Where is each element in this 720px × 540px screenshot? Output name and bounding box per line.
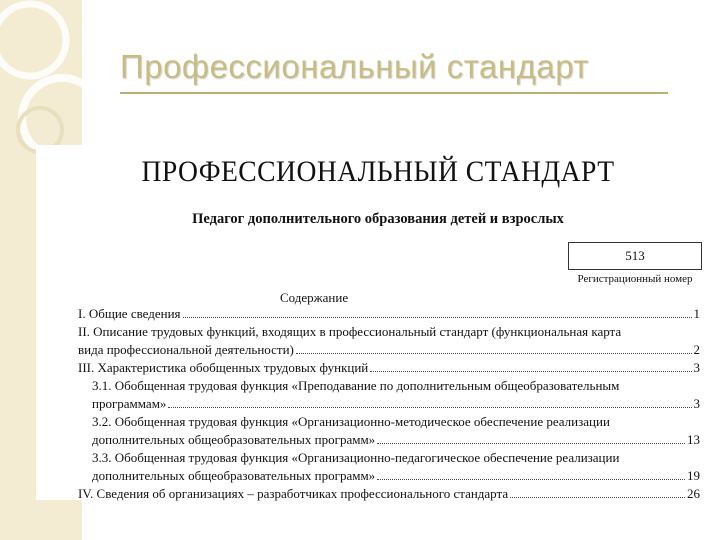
toc-item-page: 1 (693, 306, 700, 321)
toc-leader (168, 406, 691, 408)
toc-item (92, 467, 700, 485)
toc-item-text: 3.1. Обобщенная трудовая функция «Преподавание по дополнительным общеобразовательным (92, 378, 620, 393)
registration-number-box (568, 242, 702, 270)
toc-item-text: 3.3. Обобщенная трудовая функция «Организационно-педагогическое обеспечение реализации (92, 450, 620, 465)
registration-number: 513 (625, 248, 645, 263)
toc-item-text: программам» (92, 396, 167, 411)
toc-item-text: дополнительных общеобразовательных программ» (92, 468, 376, 483)
registration-caption: Регистрационный номер (577, 273, 693, 285)
toc-item-page: 3 (693, 360, 700, 375)
toc-leader (377, 478, 685, 480)
toc-heading: Содержание (280, 290, 349, 305)
toc-item-text: I. Общие сведения (78, 306, 181, 321)
toc-item-page: 2 (693, 342, 700, 357)
toc-leader (377, 442, 685, 444)
toc-item (92, 431, 700, 449)
toc-item-text: III. Характеристика обобщенных трудовых функций (78, 360, 369, 375)
toc-item (92, 449, 700, 467)
toc-item-text: дополнительных общеобразовательных программ» (92, 432, 376, 447)
document-scan (36, 145, 720, 500)
toc-item (78, 485, 700, 503)
title-underline (120, 92, 668, 94)
toc-item-text: IV. Сведения об организациях – разработчиках профессионального стандарта (78, 486, 509, 501)
toc-leader (370, 370, 691, 372)
toc-item (92, 395, 700, 413)
toc-leader (510, 496, 685, 498)
slide-title: Профессиональный стандарт (120, 48, 589, 85)
document-subtitle: Педагог дополнительного образования детей и взрослых (192, 211, 564, 227)
toc-item (92, 413, 700, 431)
toc-item-page: 3 (693, 396, 700, 411)
toc-item (78, 341, 700, 359)
document-title: ПРОФЕССИОНАЛЬНЫЙ СТАНДАРТ (141, 155, 615, 188)
toc-item (92, 377, 700, 395)
toc-item-page: 26 (687, 486, 700, 501)
toc-item (78, 359, 700, 377)
toc-item (78, 305, 700, 323)
toc-leader (296, 352, 692, 354)
toc-leader (183, 316, 692, 318)
toc-item (78, 323, 700, 341)
toc-item-text: вида профессиональной деятельности) (78, 342, 294, 357)
toc-item-text: 3.2. Обобщенная трудовая функция «Организационно-методическое обеспечение реализации (92, 414, 610, 429)
toc-item-text: II. Описание трудовых функций, входящих в профессиональный стандарт (функциональная карта (78, 324, 622, 339)
toc-item-page: 13 (687, 432, 700, 447)
toc-item-page: 19 (687, 468, 700, 483)
